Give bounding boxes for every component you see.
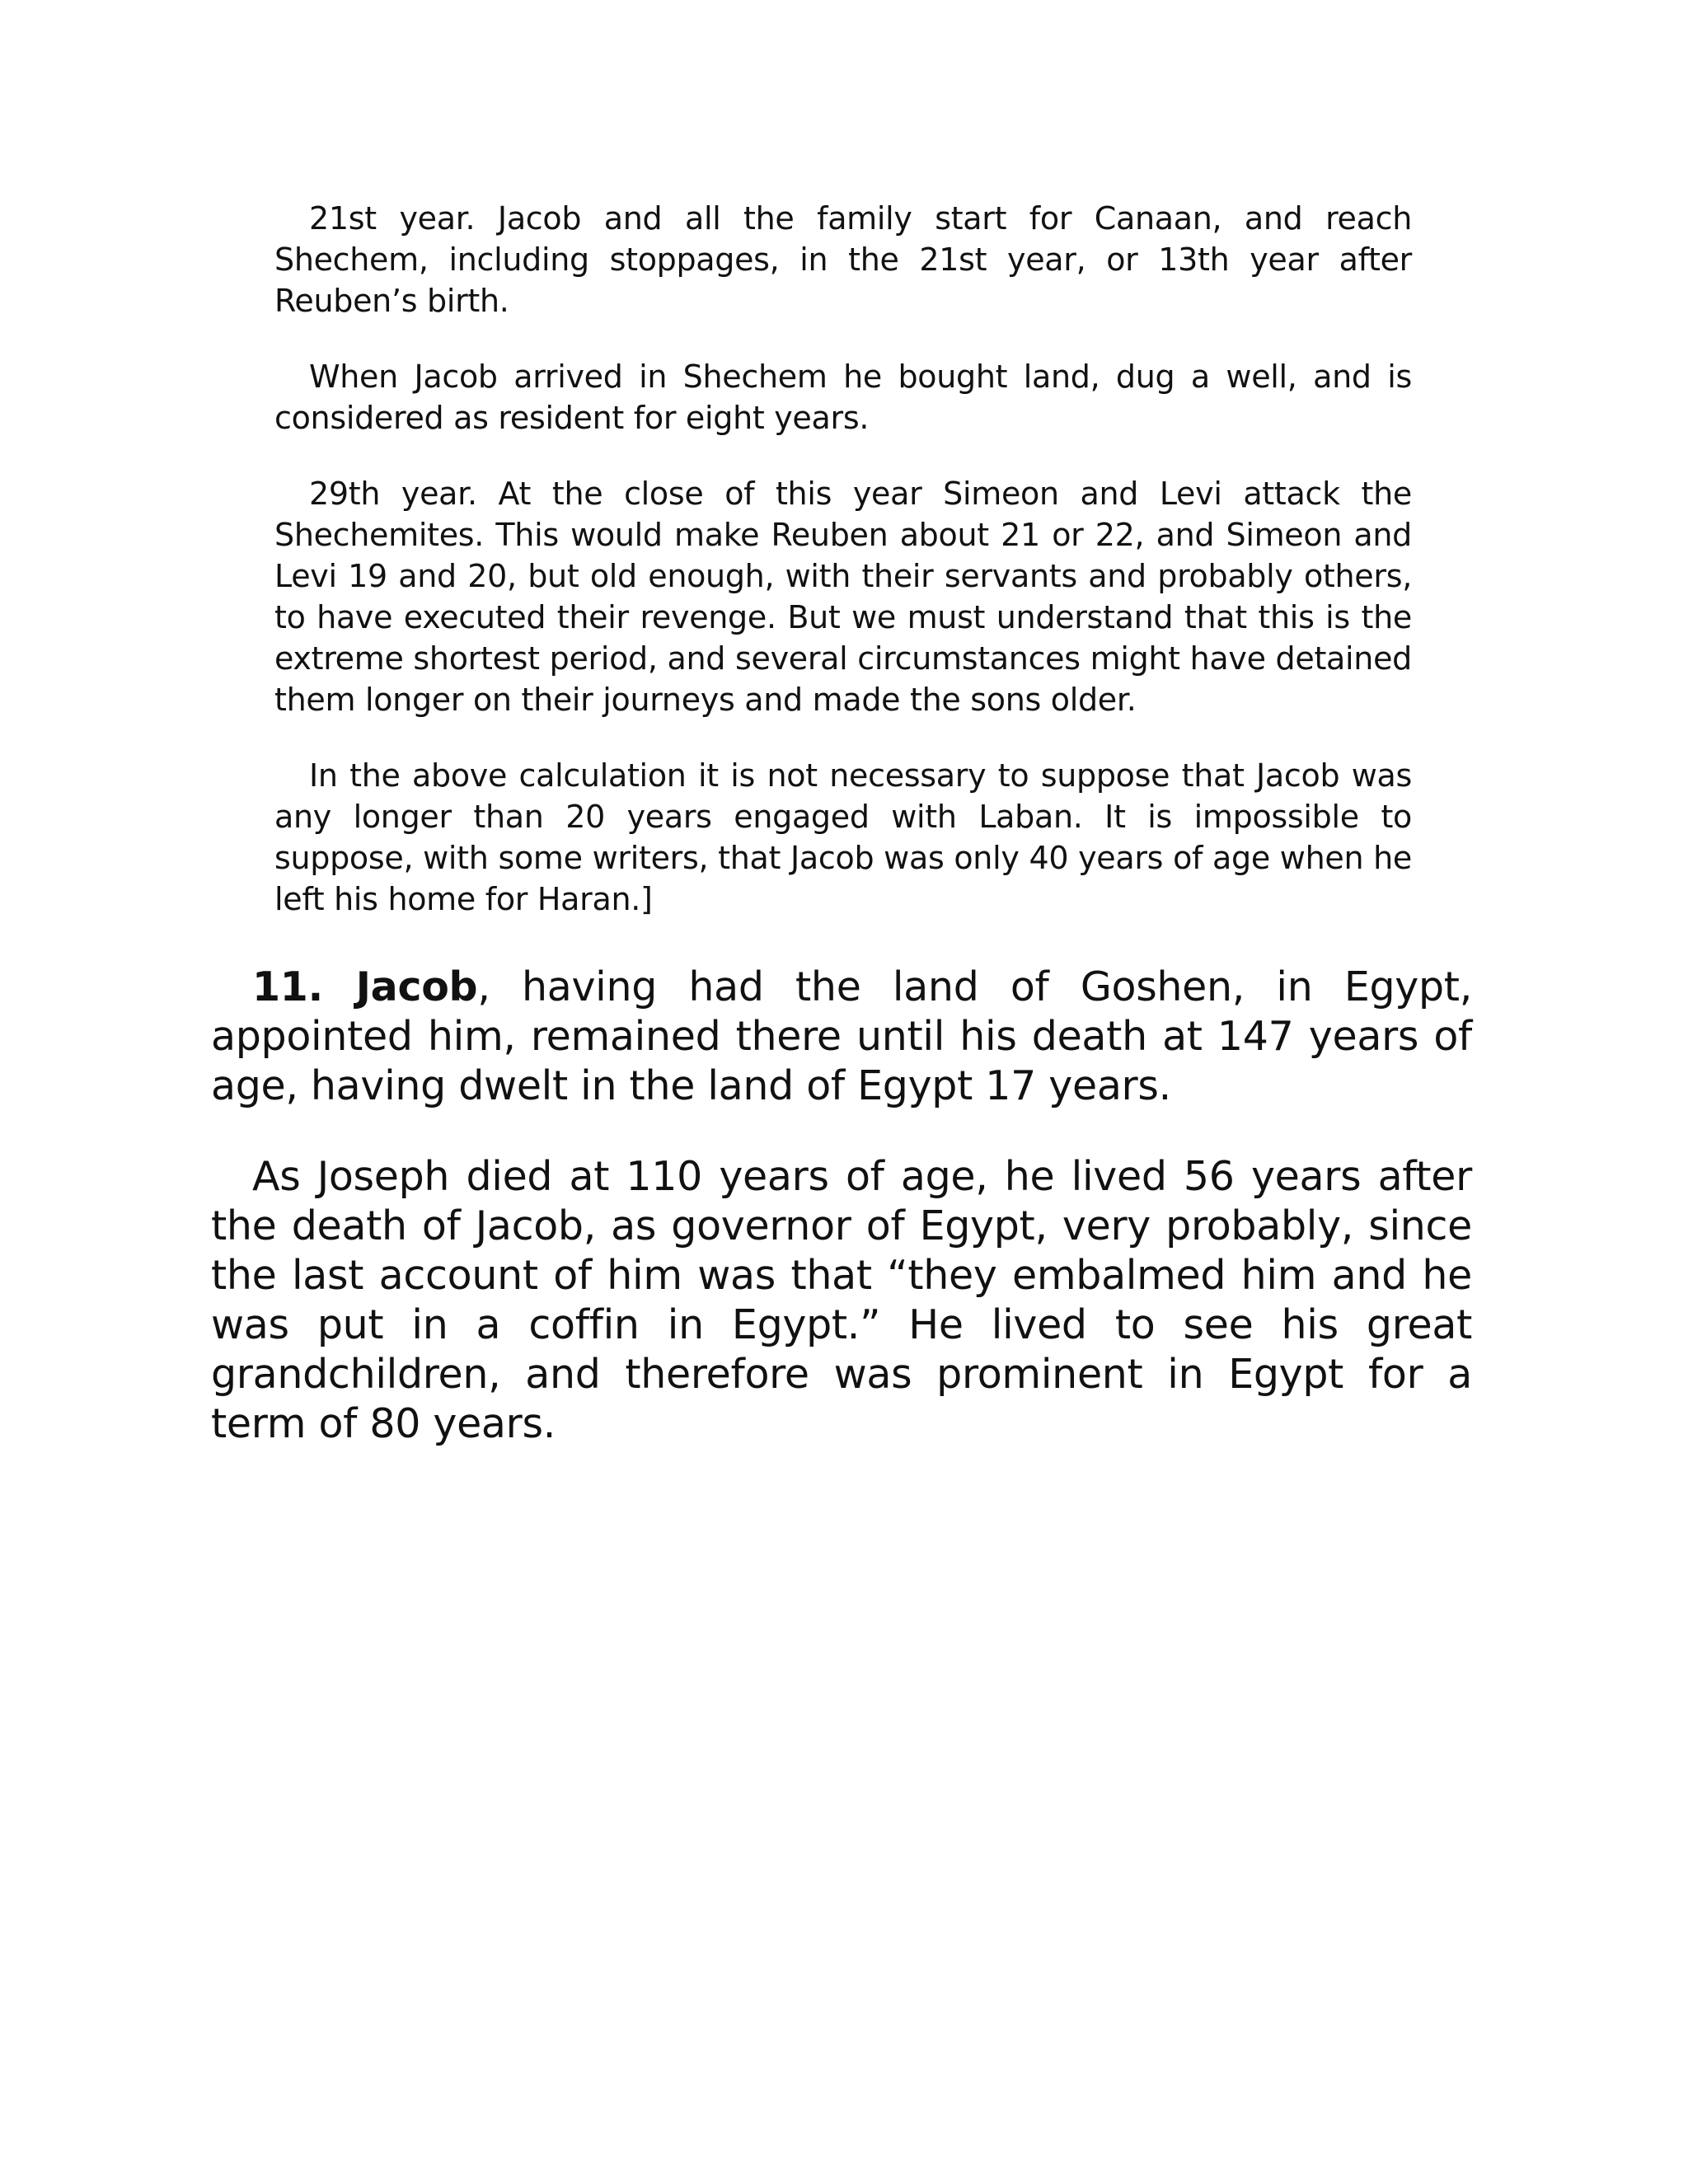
note-paragraph-29th-year: 29th year. At the close of this year Simeon and Levi attack the Shechemites. This would make Reuben about 21 or 22, and Simeon and Levi 19 and 20, but old enough, with their servants and probably others, to have executed their revenge. But we must understand that this is the extreme shortest period, and several circumstances might have detained them longer on their journeys and made the sons older.	[274, 476, 1412, 718]
section-lead-text: , having had the land of Goshen, in Egypt, appointed him, remained there until his death at 147 years of age, having dwelt in the land of Egypt 17 years.	[211, 963, 1472, 1109]
section-11-paragraph	[211, 963, 1472, 1111]
joseph-paragraph: As Joseph died at 110 years of age, he lived 56 years after the death of Jacob, as governor of Egypt, very probably, since the last account of him was that “they embalmed him and he was put in a coffin in Egypt.” He lived to see his great grandchildren, and therefore was prominent in Egypt for a term of 80 years.	[211, 1153, 1472, 1447]
note-paragraph-21st-year: 21st year. Jacob and all the family start for Canaan, and reach Shechem, including stoppages, in the 21st year, or 13th year after Reuben’s birth.	[274, 200, 1412, 319]
main-text	[211, 963, 1472, 1490]
note-paragraph-shechem: When Jacob arrived in Shechem he bought land, dug a well, and is considered as resident for eight years.	[274, 359, 1412, 436]
note-paragraph-calculation: In the above calculation it is not necessary to suppose that Jacob was any longer than 20 years engaged with Laban. It is impossible to suppose, with some writers, that Jacob was only 40 years of age when he left his home for Haran.]	[274, 757, 1412, 917]
bracketed-note	[274, 198, 1412, 954]
section-heading: 11. Jacob	[252, 963, 478, 1010]
